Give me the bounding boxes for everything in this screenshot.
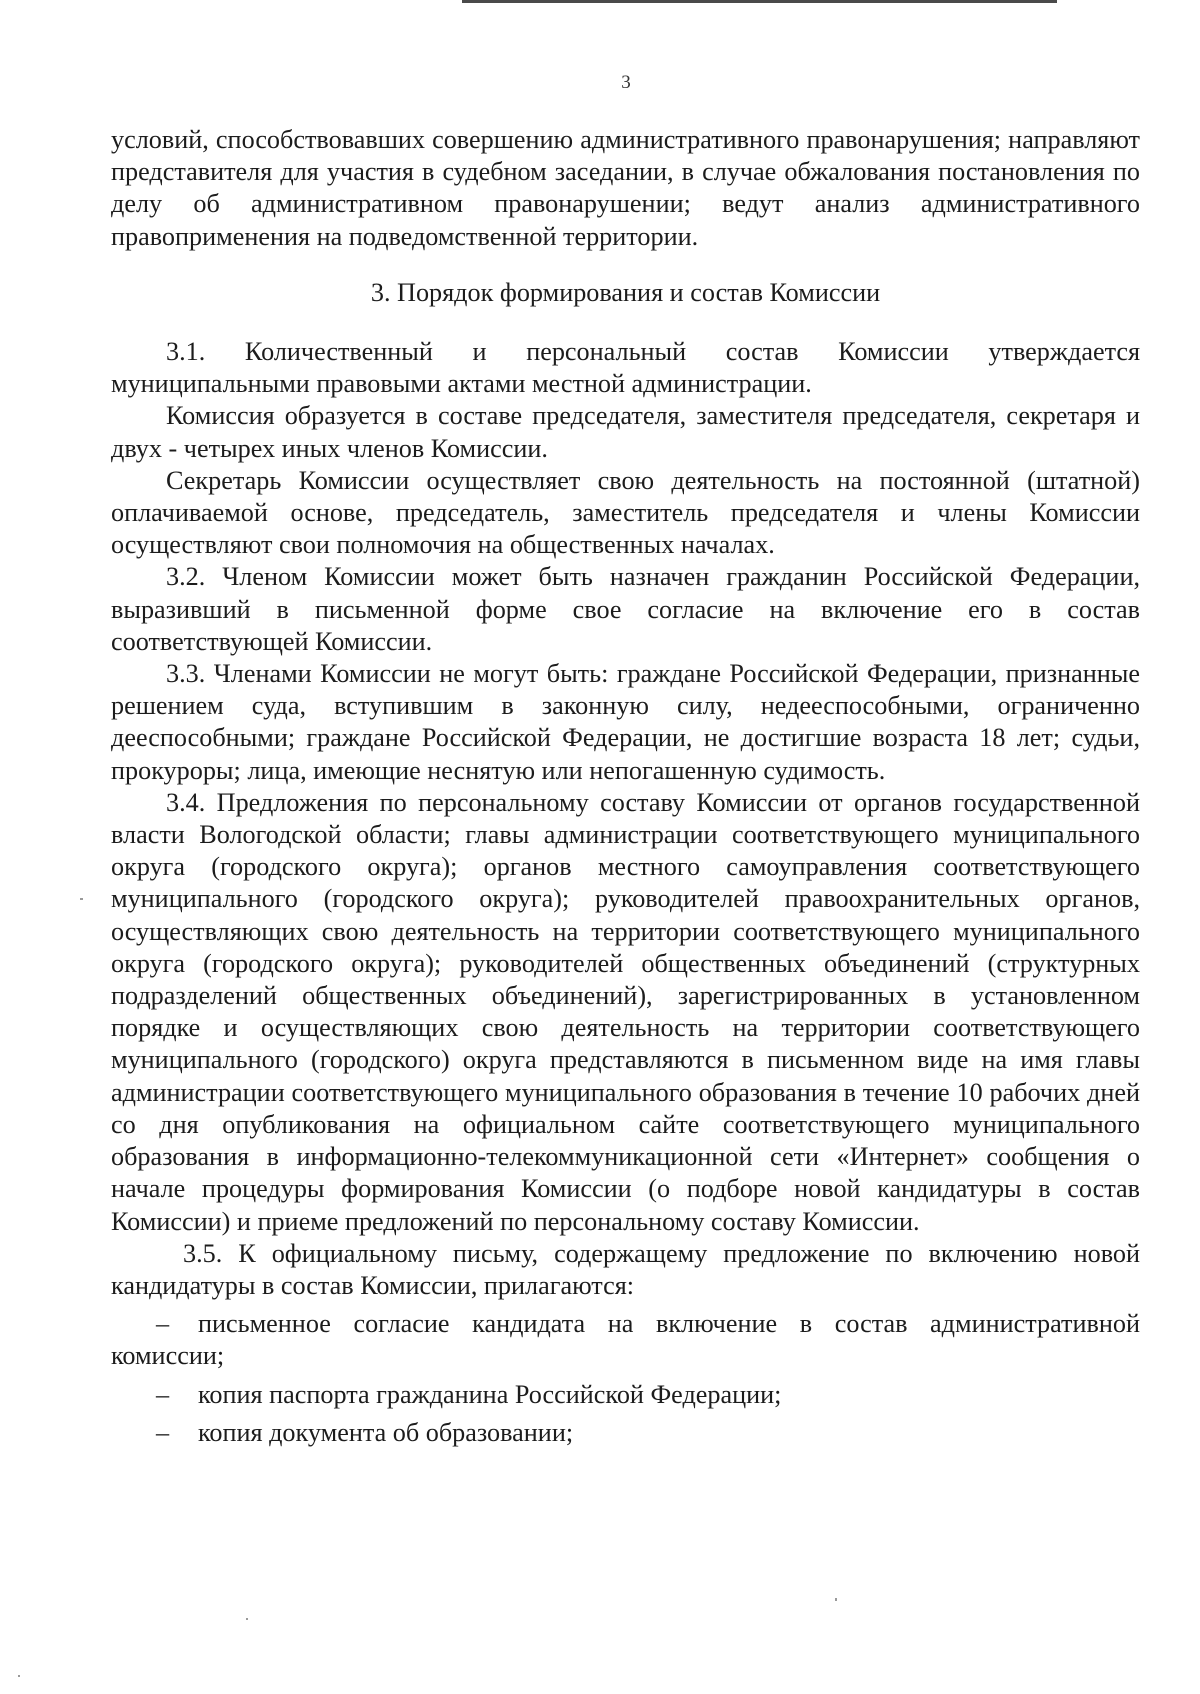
dash-bullet: – bbox=[156, 1379, 170, 1409]
page-number: 3 bbox=[621, 72, 631, 93]
scan-top-rule bbox=[462, 0, 1057, 3]
paragraph-3-2: 3.2. Членом Комиссии может быть назначен гражданин Российской Федерации, выразивший в письменной форме свое согласие на включение его в состав соответствующей Комиссии. bbox=[111, 562, 1140, 656]
scan-speck bbox=[18, 1675, 20, 1677]
paragraph-composition: Комиссия образуется в составе председателя, заместителя председателя, секретаря и двух - четырех иных членов Комиссии. bbox=[111, 401, 1140, 463]
paragraph-3-5: 3.5. К официальному письму, содержащему предложение по включению новой кандидатуры в состав Комиссии, прилагаются: bbox=[111, 1238, 1140, 1300]
scan-speck bbox=[80, 898, 83, 900]
list-item-text: письменное согласие кандидата на включение в состав административной комиссии; bbox=[111, 1309, 1140, 1371]
document-body bbox=[111, 124, 1140, 1449]
dash-bullet: – bbox=[156, 1417, 170, 1447]
paragraph-3-1: 3.1. Количественный и персональный состав Комиссии утверждается муниципальными правовыми актами местной администрации. bbox=[111, 337, 1140, 399]
dash-bullet: – bbox=[156, 1309, 170, 1339]
paragraph-3-4: 3.4. Предложения по персональному составу Комиссии от органов государственной власти Вологодской области; главы администрации соответствующего муниципального округа (городского округа); органов местного самоуправления соответствующего муниципального (городского округа); руководителей правоохранительных органов, осуществляющих свою деятельность на территории соответствующего муниципального округа (городского округа); руководителей общественных объединений (структурных подразделений общественных объединений), зарегистрированных в установленном порядке и осуществляющих свою деятельность на территории соответствующего муниципального (городского) округа представляются в письменном виде на имя главы администрации соответствующего муниципального образования в течение 10 рабочих дней со дня опубликования на официальном сайте соответствующего муниципального образования в информационно-телекоммуникационной сети «Интернет» сообщения о начале процедуры формирования Комиссии (о подборе новой кандидатуры в состав Комиссии) и приеме предложений по персональному составу Комиссии. bbox=[111, 787, 1140, 1236]
paragraph-3-3: 3.3. Членами Комиссии не могут быть: граждане Российской Федерации, признанные решением суда, вступившим в законную силу, недееспособными, ограниченно дееспособными; граждане Российской Федерации, не достигшие возраста 18 лет; судьи, прокуроры; лица, имеющие неснятую или непогашенную судимость. bbox=[111, 659, 1140, 785]
list-item-text: копия документа об образовании; bbox=[198, 1417, 574, 1447]
scan-speck bbox=[246, 1618, 248, 1620]
list-item bbox=[111, 1379, 1140, 1411]
paragraph-secretary: Секретарь Комиссии осуществляет свою деятельность на постоянной (штатной) оплачиваемой основе, председатель, заместитель председателя и члены Комиссии осуществляют свои полномочия на общественных началах. bbox=[111, 465, 1140, 560]
intro-paragraph: условий, способствовавших совершению административного правонарушения; направляют представителя для участия в судебном заседании, в случае обжалования постановления по делу об административном правонарушении; ведут анализ административного правоприменения на подведомственной территории. bbox=[111, 125, 1140, 251]
list-item-text: копия паспорта гражданина Российской Федерации; bbox=[198, 1379, 782, 1409]
section-heading: 3. Порядок формирования и состав Комиссии bbox=[370, 277, 881, 307]
list-item bbox=[111, 1417, 1140, 1449]
scan-speck bbox=[835, 1598, 837, 1601]
list-item bbox=[111, 1308, 1140, 1372]
